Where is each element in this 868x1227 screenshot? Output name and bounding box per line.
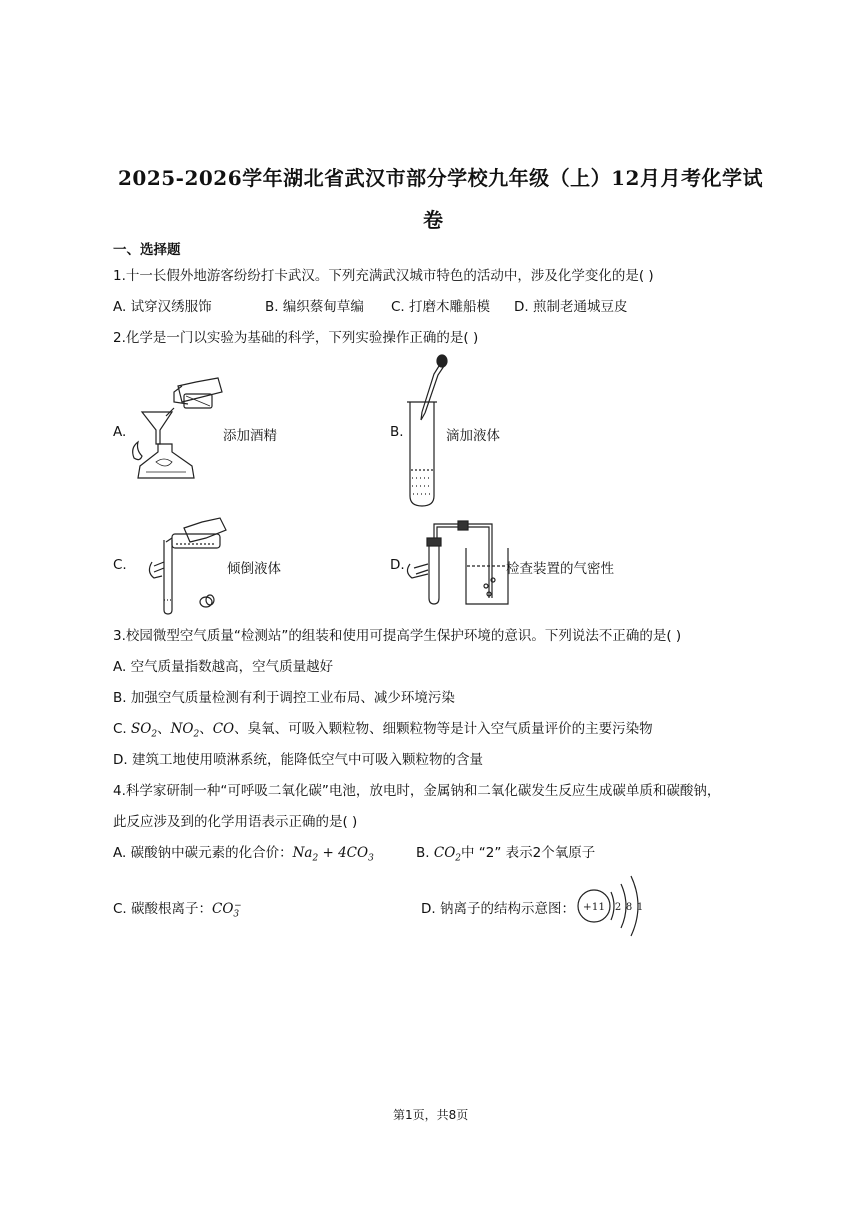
alcohol-lamp-figure: [126, 372, 226, 487]
q1-option-d: D. 煎制老通城豆皮: [514, 299, 628, 315]
q3-option-a: A. 空气质量指数越高，空气质量越好: [113, 659, 334, 675]
airtightness-check-figure: [400, 518, 510, 610]
co2-formula: $CO_2$: [433, 845, 461, 864]
q2-stem: 2.化学是一门以实验为基础的科学，下列实验操作正确的是( ): [113, 330, 479, 346]
q3-option-b: B. 加强空气质量检测有利于调控工业布局、减少环境污染: [113, 690, 455, 706]
page-title-line2: 卷: [423, 208, 444, 232]
pouring-liquid-figure: [140, 516, 230, 616]
page-title-line1: 2025-2026学年湖北省武汉市部分学校九年级（上）12月月考化学试: [118, 166, 763, 190]
q4-stem-line2: 此反应涉及到的化学用语表示正确的是( ): [113, 814, 358, 830]
page-footer: 第1页，共8页: [393, 1108, 469, 1122]
q2-option-b-label: B.: [390, 424, 404, 440]
q2-option-d-caption: 检查装置的气密性: [506, 561, 614, 577]
q1-option-b: B. 编织蔡甸草编: [265, 299, 364, 315]
q4-option-c: C. 碳酸根离子：$CO_3^-$: [113, 900, 242, 920]
dropper-test-tube-figure: [402, 354, 452, 509]
q2-option-c-caption: 倾倒液体: [227, 561, 281, 577]
carbonate-ion-formula: $CO_3^-$: [212, 900, 242, 920]
q2-option-b-caption: 滴加液体: [446, 428, 500, 444]
shell-3-count: 1: [636, 902, 644, 913]
q2-option-c-label: C.: [113, 557, 127, 573]
section-heading: 一、选择题: [113, 242, 181, 258]
q2-option-d-label: D.: [390, 557, 405, 573]
co-formula: CO: [212, 721, 235, 737]
q4-option-b: B. $CO_2$中 “2” 表示2个氧原子: [416, 845, 596, 864]
q4-stem-line1: 4.科学家研制一种“可呼吸二氧化碳”电池，放电时，金属钠和二氧化碳发生反应生成碳单质和碳酸钠，: [113, 783, 721, 799]
no2-formula: $NO_2$: [170, 721, 200, 740]
shell-1-count: 2: [614, 902, 622, 913]
q4-option-a: A. 碳酸钠中碳元素的化合价：$Na_2 + 4CO_3$: [113, 845, 374, 864]
q4-option-d: D. 钠离子的结构示意图：: [421, 901, 575, 917]
nucleus-charge: +11: [582, 901, 606, 913]
q1-stem: 1.十一长假外地游客纷纷打卡武汉。下列充满武汉城市特色的活动中，涉及化学变化的是( ): [113, 268, 654, 284]
so2-formula: $SO_2$: [131, 721, 158, 740]
sodium-carbonate-formula: $Na_2 + 4CO_3$: [292, 845, 374, 864]
q1-option-c: C. 打磨木雕船模: [391, 299, 491, 315]
q3-option-c: C. $SO_2$、$NO_2$、CO、臭氧、可吸入颗粒物、细颗粒物等是计入空气质量评价的主要污染物: [113, 721, 653, 740]
q3-stem: 3.校园微型空气质量“检测站”的组装和使用可提高学生保护环境的意识。下列说法不正确的是( ): [113, 628, 682, 644]
q2-option-a-label: A.: [113, 424, 127, 440]
q3-option-d: D. 建筑工地使用喷淋系统，能降低空气中可吸入颗粒物的含量: [113, 752, 483, 768]
sodium-ion-structure-diagram: [575, 872, 655, 942]
q1-option-a: A. 试穿汉绣服饰: [113, 299, 212, 315]
q2-option-a-caption: 添加酒精: [223, 428, 277, 444]
shell-2-count: 8: [625, 902, 633, 913]
